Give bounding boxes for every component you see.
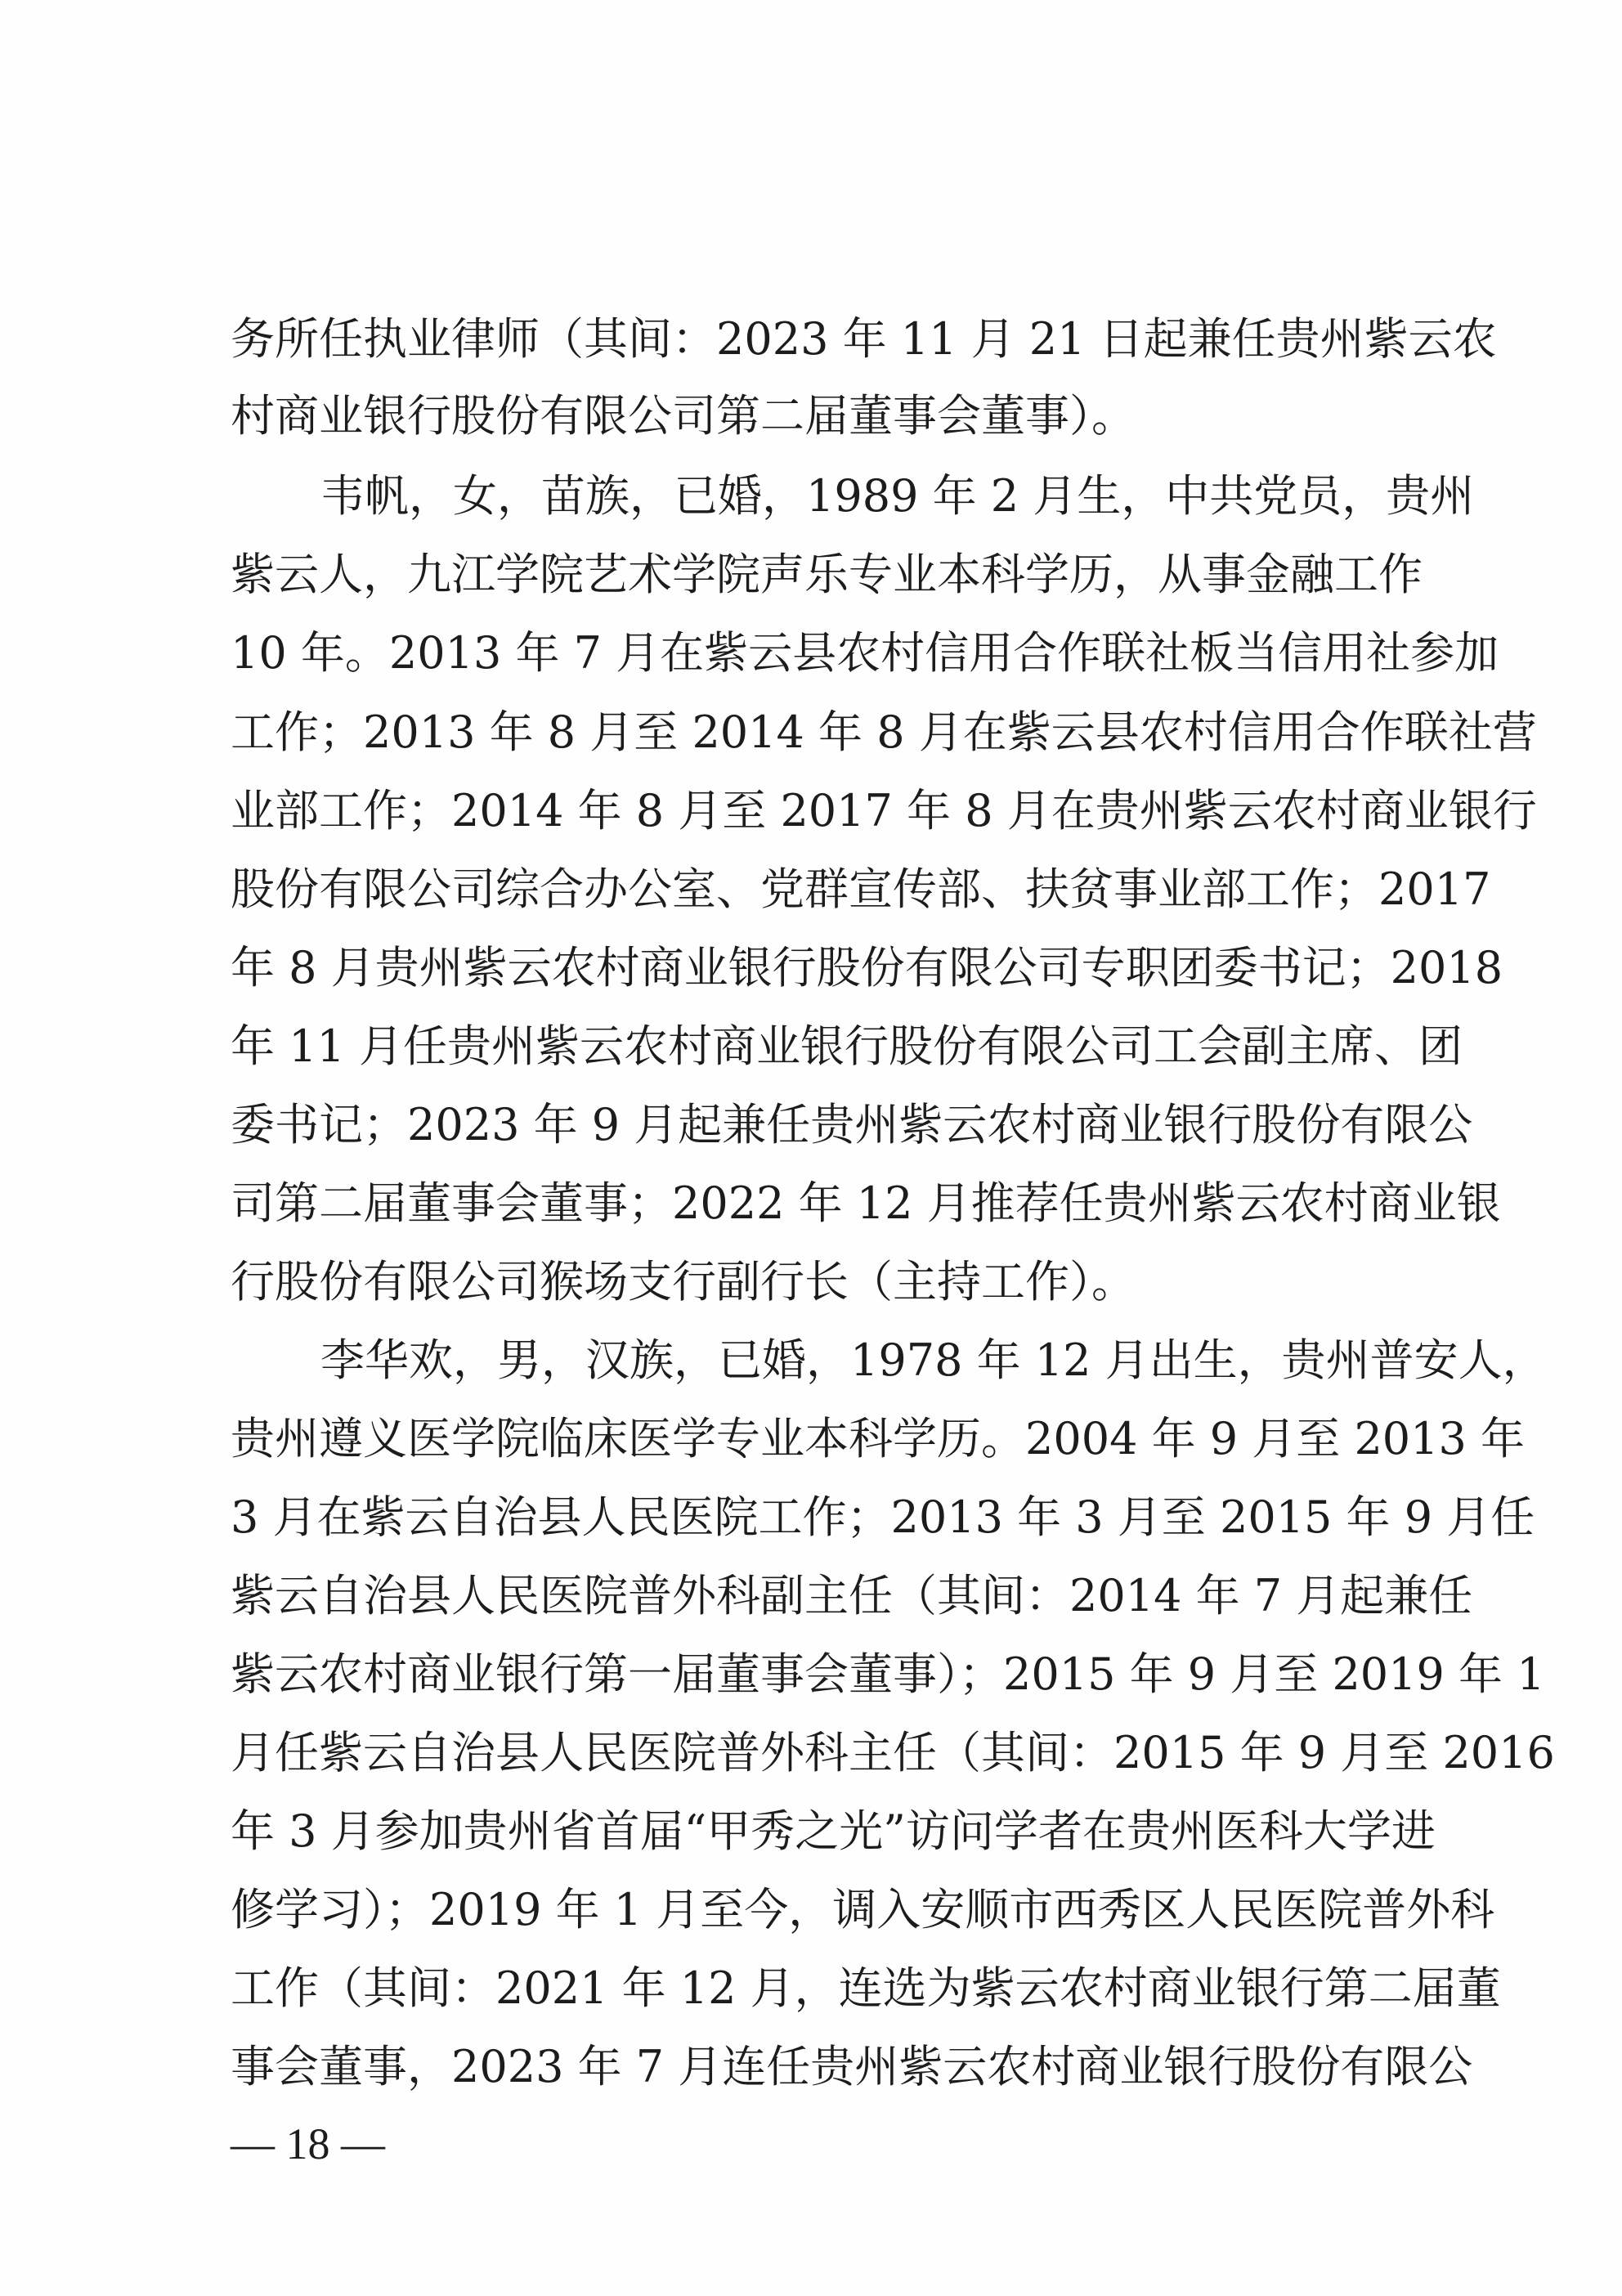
text-line-12: 司第二届董事会董事；2022 年 12 月推荐任贵州紫云农村商业银	[231, 1177, 1501, 1229]
text-line-8: 股份有限公司综合办公室、党群宣传部、扶贫事业部工作；2017	[231, 863, 1491, 915]
text-line-20: 年 3 月参加贵州省首届“甲秀之光”访问学者在贵州医科大学进	[231, 1805, 1436, 1857]
text-line-17: 紫云自治县人民医院普外科副主任（其间：2014 年 7 月起兼任	[231, 1570, 1473, 1621]
text-line-4: 紫云人，九江学院艺术学院声乐专业本科学历，从事金融工作	[231, 549, 1423, 600]
text-line-10: 年 11 月任贵州紫云农村商业银行股份有限公司工会副主席、团	[231, 1020, 1463, 1072]
text-line-16: 3 月在紫云自治县人民医院工作；2013 年 3 月至 2015 年 9 月任	[231, 1491, 1535, 1543]
text-line-5: 10 年。2013 年 7 月在紫云县农村信用合作联社板当信用社参加	[231, 627, 1499, 679]
page-number: — 18 —	[231, 2119, 385, 2168]
text-line-14: 李华欢，男，汉族，已婚，1978 年 12 月出生，贵州普安人，	[320, 1334, 1547, 1386]
text-line-19: 月任紫云自治县人民医院普外科主任（其间：2015 年 9 月至 2016	[231, 1727, 1555, 1778]
text-line-15: 贵州遵义医学院临床医学专业本科学历。2004 年 9 月至 2013 年	[231, 1413, 1526, 1464]
text-line-23: 事会董事，2023 年 7 月连任贵州紫云农村商业银行股份有限公	[231, 2041, 1473, 2092]
text-line-9: 年 8 月贵州紫云农村商业银行股份有限公司专职团委书记；2018	[231, 942, 1503, 993]
text-line-2: 村商业银行股份有限公司第二届董事会董事）。	[231, 390, 1136, 442]
text-line-21: 修学习）；2019 年 1 月至今，调入安顺市西秀区人民医院普外科	[231, 1884, 1495, 1935]
text-line-3: 韦帆，女，苗族，已婚，1989 年 2 月生，中共党员，贵州	[320, 470, 1475, 522]
text-line-18: 紫云农村商业银行第一届董事会董事）；2015 年 9 月至 2019 年 1	[231, 1648, 1545, 1700]
text-line-7: 业部工作；2014 年 8 月至 2017 年 8 月在贵州紫云农村商业银行	[231, 785, 1537, 836]
text-line-11: 委书记；2023 年 9 月起兼任贵州紫云农村商业银行股份有限公	[231, 1099, 1473, 1150]
text-line-1: 务所任执业律师（其间：2023 年 11 月 21 日起兼任贵州紫云农	[231, 313, 1497, 365]
text-line-22: 工作（其间：2021 年 12 月，连选为紫云农村商业银行第二届董	[231, 1962, 1501, 2014]
text-line-6: 工作；2013 年 8 月至 2014 年 8 月在紫云县农村信用合作联社营	[231, 706, 1537, 758]
text-line-13: 行股份有限公司猴场支行副行长（主持工作）。	[231, 1256, 1136, 1307]
